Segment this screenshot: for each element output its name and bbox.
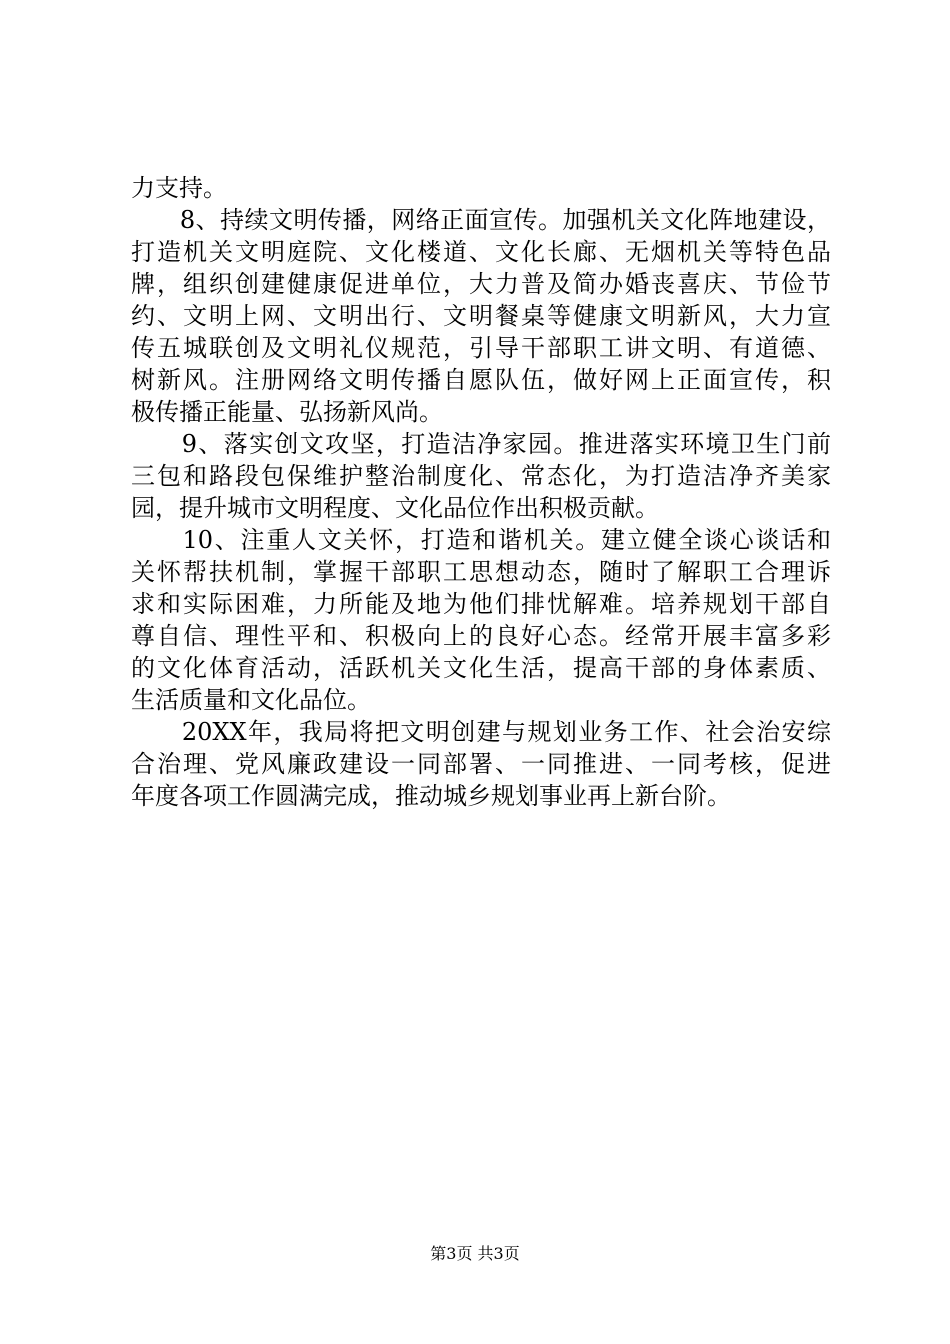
- text-line: 10、注重人文关怀，打造和谐机关。建立健全谈心谈话和: [131, 526, 831, 554]
- text-line: 20XX年，我局将把文明创建与规划业务工作、社会治安综: [131, 718, 831, 746]
- page-number: 第3页 共3页: [430, 1244, 520, 1263]
- document-body: [131, 172, 831, 812]
- text-line: 力支持。: [131, 174, 227, 202]
- text-line: 年度各项工作圆满完成，推动城乡规划事业再上新台阶。: [131, 782, 731, 810]
- text-line: 三包和路段包保维护整治制度化、常态化，为打造洁净齐美家: [131, 462, 831, 490]
- text-line: 关怀帮扶机制，掌握干部职工思想动态，随时了解职工合理诉: [131, 558, 831, 586]
- text-line: 生活质量和文化品位。: [131, 686, 371, 714]
- text-line: 求和实际困难，力所能及地为他们排忧解难。培养规划干部自: [131, 590, 831, 618]
- text-line: 8、持续文明传播，网络正面宣传。加强机关文化阵地建设，: [131, 206, 831, 234]
- text-line: 的文化体育活动，活跃机关文化生活，提高干部的身体素质、: [131, 654, 831, 682]
- text-line: 树新风。注册网络文明传播自愿队伍，做好网上正面宣传，积: [131, 366, 831, 394]
- text-line: 传五城联创及文明礼仪规范，引导干部职工讲文明、有道德、: [131, 334, 831, 362]
- text-line: 约、文明上网、文明出行、文明餐桌等健康文明新风，大力宣: [131, 302, 831, 330]
- text-line: 9、落实创文攻坚，打造洁净家园。推进落实环境卫生门前: [131, 430, 831, 458]
- text-line: 园，提升城市文明程度、文化品位作出积极贡献。: [131, 494, 659, 522]
- text-line: 牌，组织创建健康促进单位，大力普及简办婚丧喜庆、节俭节: [131, 270, 831, 298]
- text-line: 尊自信、理性平和、积极向上的良好心态。经常开展丰富多彩: [131, 622, 831, 650]
- text-line: 合治理、党风廉政建设一同部署、一同推进、一同考核，促进: [131, 750, 831, 778]
- text-line: 打造机关文明庭院、文化楼道、文化长廊、无烟机关等特色品: [131, 238, 831, 266]
- text-line: 极传播正能量、弘扬新风尚。: [131, 398, 443, 426]
